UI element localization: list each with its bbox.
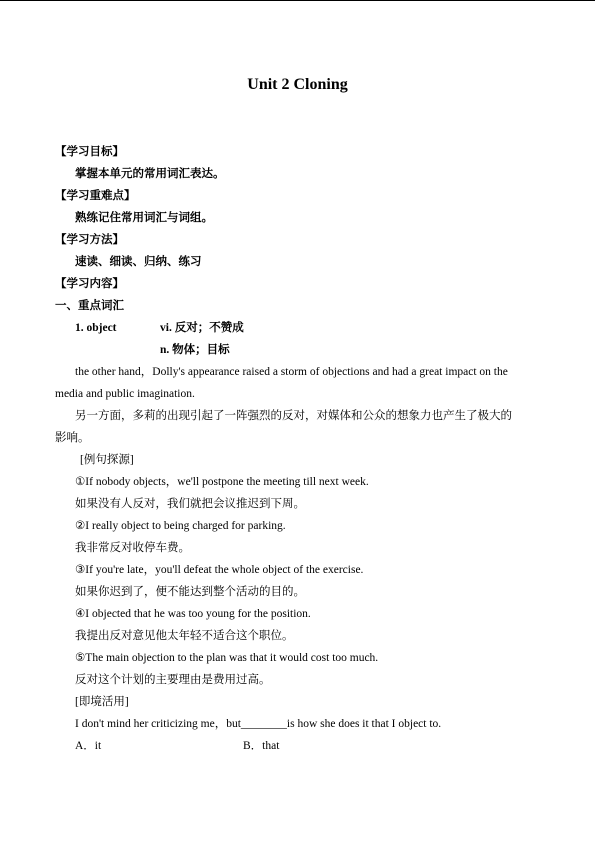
method-text: 速读、细读、归纳、练习 [75,256,202,268]
page-title: Unit 2 Cloning [247,76,348,93]
example-zh: 如果没有人反对，我们就把会议推迟到下周。 [75,498,305,510]
example-en: ⑤The main objection to the plan was that it would cost too much. [75,652,379,664]
example-zh: 如果你迟到了，便不能达到整个活动的目的。 [75,586,305,598]
sentence-zh-line1: 另一方面，多莉的出现引起了一阵强烈的反对，对媒体和公众的想象力也产生了极大的 [75,410,512,422]
objectives-text: 掌握本单元的常用词汇表达。 [75,168,225,180]
header-rule [0,0,595,1]
key-points-heading: 【学习重难点】 [55,190,136,202]
examples-heading: [例句探源] [80,454,134,466]
content-heading: 【学习内容】 [55,278,124,290]
sentence-zh-line2: 影响。 [55,432,90,444]
option-b[interactable]: B．that [243,740,280,752]
example-en: ③If you're late，you'll defeat the whole object of the exercise. [75,564,364,576]
example-zh: 我非常反对收停车费。 [75,542,190,554]
sentence-en-line2: media and public imagination. [55,388,195,400]
example-zh: 我提出反对意见他太年轻不适合这个职位。 [75,630,294,642]
example-zh: 反对这个计划的主要理由是费用过高。 [75,674,271,686]
practice-heading: [即境活用] [75,696,129,708]
vocab-pos-verb: vi. 反对；不赞成 [160,322,244,334]
vocab-pos-noun: n. 物体；目标 [160,344,230,356]
example-en: ②I really object to being charged for parking. [75,520,286,532]
part1-heading: 一、重点词汇 [55,300,124,312]
option-a[interactable]: A．it [75,740,102,752]
method-heading: 【学习方法】 [55,234,124,246]
practice-question: I don't mind her criticizing me，but________is how she does it that I object to. [75,718,442,730]
sentence-en-line1: the other hand，Dolly's appearance raised a storm of objections and had a great impact on the [75,366,508,378]
objectives-heading: 【学习目标】 [55,146,124,158]
key-points-text: 熟练记住常用词汇与词组。 [75,212,213,224]
example-en: ④I objected that he was too young for the position. [75,608,311,620]
vocab-word: 1. object [75,322,117,334]
example-en: ①If nobody objects，we'll postpone the meeting till next week. [75,476,369,488]
